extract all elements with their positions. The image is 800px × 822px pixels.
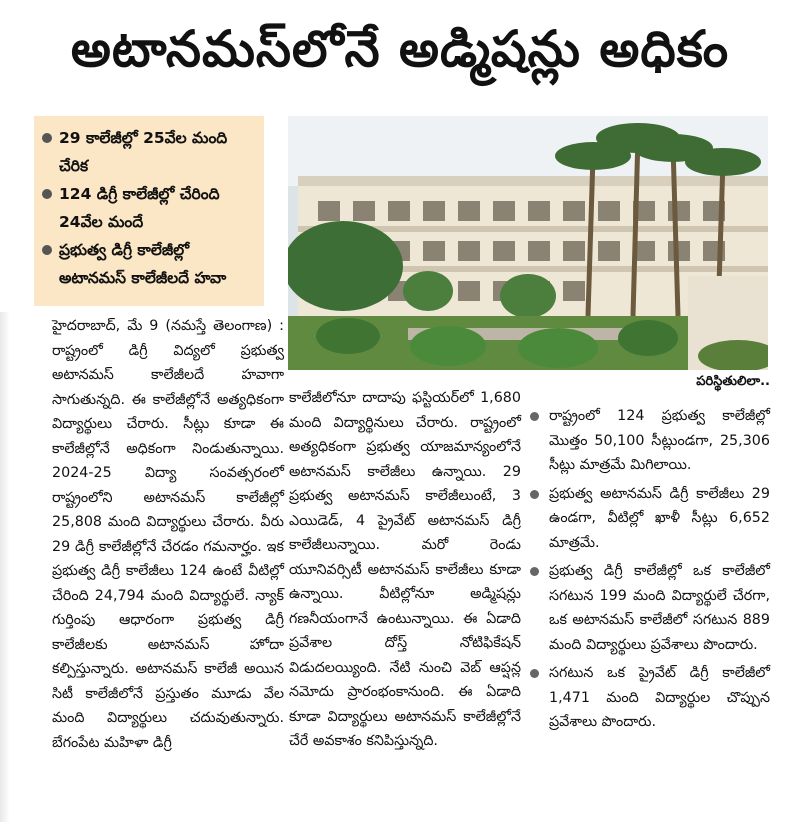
stat-item	[530, 661, 770, 735]
stat-item	[530, 482, 770, 556]
article-column-2	[289, 386, 521, 754]
stat-text: ప్రభుత్వ డిగ్రీ కాలేజీల్లో ఒక కాలేజీలో సగటున 199 మంది విద్యార్థులే చేరగా, ఒక అటానమస్ కాలేజీలో సగటున 889 మంది విద్యార్థులు ప్రవేశాలు పొందారు.	[549, 563, 770, 653]
highlight-text: 29 కాలేజీల్లో 25వేల మంది చేరిక	[59, 129, 228, 175]
highlight-text: 124 డిగ్రీ కాలేజీల్లో చేరింది 24వేల మందే	[59, 185, 220, 231]
highlights-box	[34, 116, 264, 306]
bullet-icon	[530, 412, 539, 421]
college-building-photo	[288, 116, 768, 370]
highlight-item	[42, 124, 258, 180]
stat-text: సగటున ఒక ప్రైవేట్ డిగ్రీ కాలేజీలో 1,471 మంది విద్యార్థుల చొప్పున ప్రవేశాలు పొందారు.	[549, 665, 770, 730]
headline: అటానమస్‌లోనే అడ్మిషన్లు అధికం	[70, 19, 730, 78]
highlight-item	[42, 180, 258, 236]
bullet-icon	[42, 189, 52, 199]
stat-item	[530, 404, 770, 478]
bullet-icon	[530, 669, 539, 678]
highlight-item	[42, 236, 258, 292]
bullet-icon	[530, 490, 539, 499]
stat-text: రాష్ట్రంలో 124 ప్రభుత్వ కాలేజీల్లో మొత్తం 50,100 సీట్లుండగా, 25,306 సీట్లు మాత్రమే మిగిలాయి.	[549, 408, 770, 473]
stat-item	[530, 559, 770, 657]
article-text: హైదరాబాద్, మే 9 (నమస్తే తెలంగాణ) : రాష్ట్రంలో డిగ్రీ విద్యలో ప్రభుత్వ అటానమస్ కాలేజీలదే హవాగా సాగుతున్నది. ఈ కాలేజీల్లోనే అత్యధికంగా విద్యార్థులు చేరారు. సీట్లు కూడా ఈ కాలేజీల్లోనే అధికంగా నిండుతున్నాయి. 2024-25 విద్యా సంవత్సరంలో రాష్ట్రంలోని అటానమస్ కాలేజీల్లో 25,808 మంది విద్యార్థులు చేరారు. వీరు 29 డిగ్రీ కాలేజీల్లోనే చేరడం గమనార్హం. ఇక ప్రభుత్వ డిగ్రీ కాలేజీలు 124 ఉంటే వీటిల్లో చేరింది 24,794 మంది విద్యార్థులే. న్యాక్ గుర్తింపు ఆధారంగా ప్రభుత్వ డిగ్రీ కాలేజీలకు అటానమస్ హోదా కల్పిస్తున్నారు. అటానమస్ కాలేజీ అయిన సిటీ కాలేజీలోనే ప్రస్తుతం మూడు వేల మంది విద్యార్థులు చదువుతున్నారు. బేగంపేట మహిళా డిగ్రీ	[52, 318, 284, 751]
article-column-1	[52, 314, 284, 755]
article-column-3	[530, 404, 770, 739]
bullet-icon	[530, 567, 539, 576]
stat-text: ప్రభుత్వ అటానమస్ డిగ్రీ కాలేజీలు 29 ఉండగా, వీటిల్లో ఖాళీ సీట్లు 6,652 మాత్రమే.	[549, 485, 770, 551]
bullet-icon	[42, 133, 52, 143]
photo-caption: పరిస్థితులిలా..	[696, 374, 770, 389]
bullet-icon	[42, 245, 52, 255]
building-illustration	[288, 116, 768, 370]
highlight-text: ప్రభుత్వ డిగ్రీ కాలేజీల్లో అటానమస్ కాలేజీలదే హవా	[59, 241, 227, 287]
page-fold-shadow	[0, 312, 10, 822]
article-text: కాలేజీలోనూ దాదాపు ఫస్టియర్‌లో 1,680 మంది విద్యార్థినులు చేరారు. రాష్ట్రంలో అత్యధికంగా ప్రభుత్వ యాజమాన్యంలోనే అటానమస్ కాలేజీలు ఉన్నాయి. 29 ప్రభుత్వ అటానమస్ కాలేజీలుంటే, 3 ఎయిడెడ్, 4 ప్రైవేట్ అటానమస్ డిగ్రీ కాలేజీలున్నాయి. మరో రెండు యూనివర్సిటీ అటానమస్ కాలేజీలు కూడా ఉన్నాయి. వీటిల్లోనూ అడ్మిషన్లు గణనీయంగానే ఉంటున్నాయి. ఈ ఏడాది ప్రవేశాల దోస్త్ నోటిఫికేషన్ విడుదలయ్యింది. నేటి నుంచి వెబ్ ఆప్షన్ల నమోదు ప్రారంభంకానుంది. ఈ ఏడాది కూడా విద్యార్థులు అటానమస్ కాలేజీల్లోనే చేరే అవకాశం కనిపిస్తున్నది.	[289, 390, 521, 749]
